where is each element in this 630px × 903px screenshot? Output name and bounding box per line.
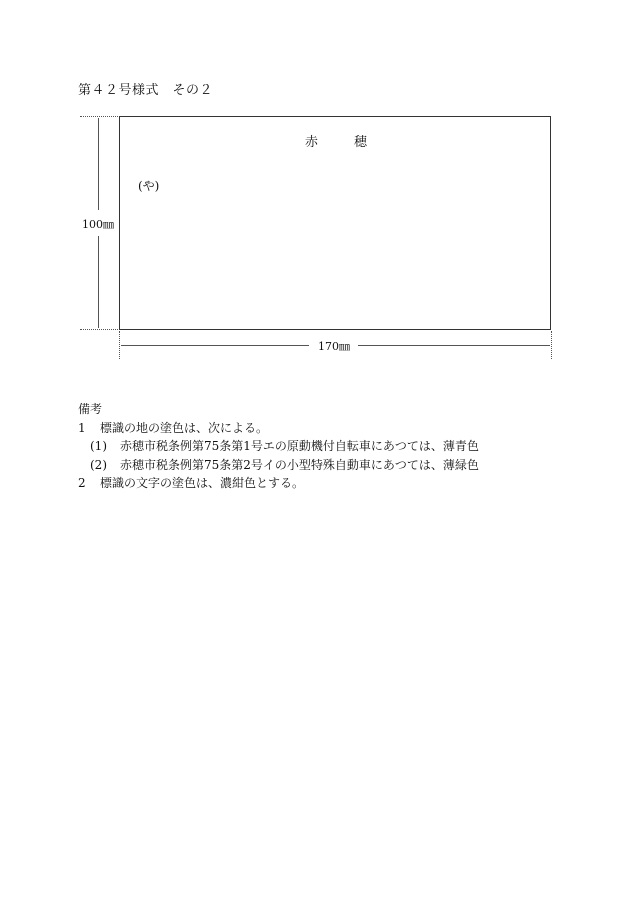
- note-number: 2: [78, 476, 86, 490]
- plate-title: [305, 131, 367, 150]
- plate-class-mark: (や): [138, 179, 160, 193]
- note-subitem-1: [90, 437, 479, 454]
- height-extension-top: [80, 116, 118, 117]
- note-text: 標識の文字の塗色は、濃紺色とする。: [100, 476, 305, 490]
- height-dimension-line-bottom: [98, 236, 99, 328]
- height-dimension-line-top: [98, 118, 99, 210]
- note-text: 標識の地の塗色は、次による。: [100, 421, 269, 435]
- note-subitem-text: 赤穂市税条例第75条第1号エの原動機付自転車にあつては、薄青色: [120, 439, 479, 453]
- width-extension-right: [551, 331, 552, 359]
- width-dimension-line-left: [121, 345, 309, 346]
- note-subitem-text: 赤穂市税条例第75条第2号イの小型特殊自動車にあつては、薄緑色: [120, 458, 479, 472]
- width-extension-left: [119, 331, 120, 359]
- width-dimension-label: 170㎜: [318, 340, 350, 353]
- note-item-2: [78, 474, 304, 491]
- plate-title-right: 穂: [354, 135, 368, 150]
- form-title: 第４２号様式 その２: [78, 83, 214, 98]
- plate-title-left: 赤: [305, 135, 319, 150]
- note-subitem-2: [90, 456, 479, 473]
- note-subitem-number: (2): [90, 458, 107, 472]
- note-item-1: [78, 419, 268, 436]
- note-subitem-number: (1): [90, 439, 107, 453]
- height-extension-bottom: [80, 329, 118, 330]
- height-dimension-label: 100㎜: [82, 218, 114, 231]
- notes-heading: 備考: [78, 402, 103, 416]
- width-dimension-line-right: [358, 345, 550, 346]
- note-number: 1: [78, 421, 86, 435]
